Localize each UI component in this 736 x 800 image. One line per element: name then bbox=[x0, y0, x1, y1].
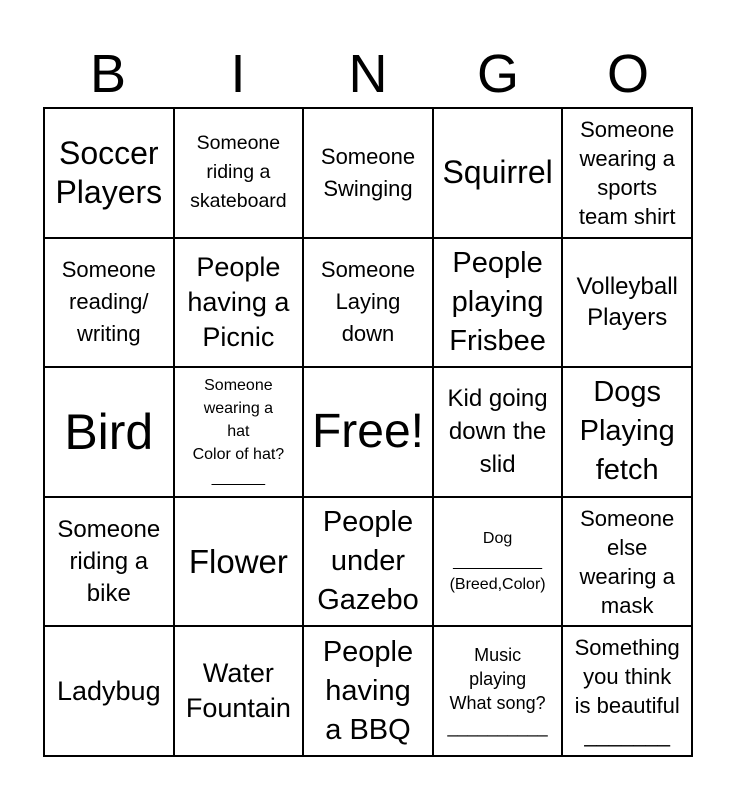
bingo-cell[interactable] bbox=[44, 367, 174, 497]
bingo-header bbox=[43, 40, 693, 108]
cell-text: People having a BBQ bbox=[322, 635, 414, 746]
bingo-cell[interactable] bbox=[174, 626, 304, 756]
cell-text: Someone riding a bike bbox=[57, 515, 161, 607]
bingo-cell[interactable] bbox=[44, 497, 174, 627]
bingo-cell[interactable] bbox=[303, 497, 433, 627]
bingo-cell[interactable] bbox=[433, 626, 563, 756]
cell-text: Water Fountain bbox=[185, 658, 291, 724]
cell-text: Bird bbox=[64, 403, 154, 460]
bingo-cell[interactable] bbox=[174, 497, 304, 627]
cell-text: Someone riding a skateboard bbox=[190, 132, 287, 213]
cell-text: People having a Picnic bbox=[187, 251, 290, 352]
bingo-cell[interactable] bbox=[562, 626, 692, 756]
cell-text: Ladybug bbox=[56, 675, 161, 706]
cell-text: Someone else wearing a mask bbox=[579, 505, 675, 618]
bingo-cell[interactable] bbox=[433, 108, 563, 238]
cell-text: Someone Laying down bbox=[320, 257, 416, 347]
cell-text: Someone Swinging bbox=[320, 143, 416, 201]
bingo-cell[interactable] bbox=[44, 626, 174, 756]
bingo-cell[interactable] bbox=[562, 367, 692, 497]
cell-text: Soccer Players bbox=[55, 134, 163, 210]
bingo-cell[interactable] bbox=[562, 497, 692, 627]
cell-text: Volleyball Players bbox=[576, 273, 678, 332]
bingo-cell[interactable] bbox=[562, 108, 692, 238]
cell-text: Someone reading/ writing bbox=[61, 257, 156, 347]
bingo-cell[interactable] bbox=[433, 497, 563, 627]
bingo-cell[interactable] bbox=[433, 238, 563, 368]
cell-text: Flower bbox=[188, 542, 288, 580]
bingo-cell[interactable] bbox=[433, 367, 563, 497]
cell-text: People playing Frisbee bbox=[449, 246, 546, 357]
bingo-cell[interactable] bbox=[44, 238, 174, 368]
free-space-cell[interactable] bbox=[303, 367, 433, 497]
cell-text: Music playing What song? __________ bbox=[447, 645, 548, 738]
bingo-grid bbox=[43, 107, 693, 757]
cell-text: Free! bbox=[311, 404, 424, 458]
cell-text: Something you think is beautiful _______ bbox=[574, 635, 680, 748]
bingo-cell[interactable] bbox=[303, 238, 433, 368]
cell-text: Someone wearing a sports team shirt bbox=[578, 116, 676, 229]
bingo-cell[interactable] bbox=[303, 626, 433, 756]
header-letter-o: O bbox=[606, 44, 649, 104]
header-letter-g: G bbox=[476, 44, 519, 104]
cell-text: Squirrel bbox=[442, 154, 553, 191]
bingo-cell[interactable] bbox=[174, 238, 304, 368]
header-letter-b: B bbox=[89, 44, 127, 104]
bingo-cell[interactable] bbox=[44, 108, 174, 238]
header-letter-n: N bbox=[348, 44, 388, 104]
cell-text: Kid going down the slid bbox=[447, 385, 548, 479]
cell-text: Someone wearing a hat Color of hat? ______ bbox=[192, 377, 285, 487]
cell-text: Dogs Playing fetch bbox=[579, 376, 675, 487]
bingo-cell[interactable] bbox=[303, 108, 433, 238]
bingo-cell[interactable] bbox=[174, 108, 304, 238]
cell-text: Dog __________ (Breed,Color) bbox=[449, 530, 546, 594]
bingo-cell[interactable] bbox=[562, 238, 692, 368]
header-letter-i: I bbox=[230, 44, 246, 104]
cell-text: People under Gazebo bbox=[317, 506, 419, 617]
bingo-cell[interactable] bbox=[174, 367, 304, 497]
